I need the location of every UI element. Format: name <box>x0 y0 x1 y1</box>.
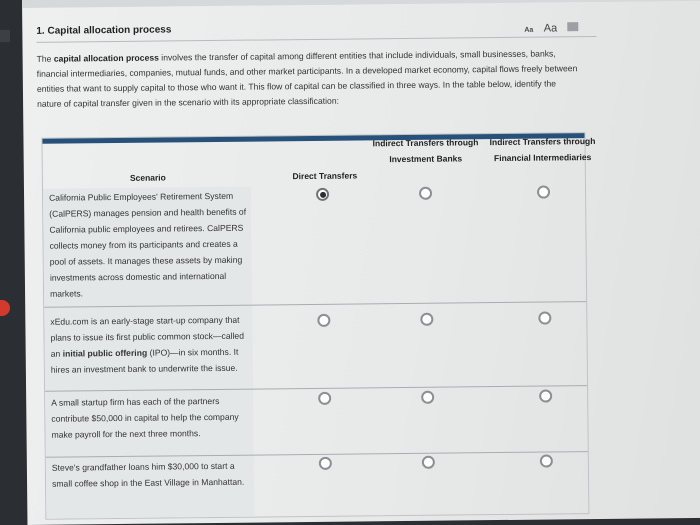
divider <box>36 36 596 43</box>
question-title: 1. Capital allocation process <box>36 24 172 37</box>
radio-row3-financial-intermediaries[interactable] <box>539 389 552 402</box>
reader-icon[interactable] <box>568 22 579 31</box>
radio-row4-direct[interactable] <box>319 457 332 470</box>
key-term: capital allocation process <box>53 52 159 64</box>
screen-edge-mark <box>0 300 10 316</box>
question-intro: The capital allocation process involves the transfer of capital among different entities that include individuals, small businesses, banks, financial intermediaries, companies, mutual funds, and other market participants. In a developed market economy, capital flows freely between entities that want to supply capital to those who want it. This flow of capital can be classified in three ways. In the table below, identify the nature of capital transfer given in the scenario with its appropriate classification: <box>36 48 578 109</box>
radio-row2-direct[interactable] <box>317 314 330 327</box>
radio-row1-investment-banks[interactable] <box>419 187 432 200</box>
scenario-row-2: xEdu.com is an early-stage start-up company that plans to issue its first public common stock—called an initial public offering (IPO)—in six months. It hires an investment bank to underwrite the issue. <box>50 314 245 375</box>
radio-row4-financial-intermediaries[interactable] <box>540 454 553 467</box>
font-decrease-button[interactable]: Aa <box>524 26 534 34</box>
font-size-controls <box>524 18 579 37</box>
radio-row1-financial-intermediaries[interactable] <box>537 185 550 198</box>
classification-table <box>41 132 596 520</box>
question-page <box>22 0 700 525</box>
screen-edge-mark <box>0 30 10 42</box>
column-header-scenario: Scenario <box>129 172 166 183</box>
radio-row1-direct[interactable] <box>316 188 329 201</box>
radio-row3-direct[interactable] <box>318 392 331 405</box>
font-increase-button[interactable]: Aa <box>543 22 558 35</box>
top-bar <box>22 0 700 8</box>
radio-row3-investment-banks[interactable] <box>421 391 434 404</box>
column-header-direct: Direct Transfers <box>292 170 358 182</box>
radio-row2-investment-banks[interactable] <box>420 313 433 326</box>
column-header-investment-banks: Indirect Transfers through Investment Banks <box>372 137 479 165</box>
radio-row2-financial-intermediaries[interactable] <box>538 311 551 324</box>
column-header-financial-intermediaries: Indirect Transfers through Financial Intermediaries <box>489 136 596 164</box>
scenario-row-1: California Public Employees' Retirement System (CalPERS) manages pension and health benefits of California public employees and retirees. CalPERS collects money from its participants and creates a pool of assets. It manages these assets by making investments across domestic and international markets. <box>49 190 247 299</box>
scenario-row-3: A small startup firm has each of the partners contribute $50,000 in capital to help the company make payroll for the next three months. <box>51 395 239 440</box>
radio-row4-investment-banks[interactable] <box>422 456 435 469</box>
scenario-row-4: Steve's grandfather loans him $30,000 to start a small coffee shop in the East Village in Manhattan. <box>51 460 245 489</box>
